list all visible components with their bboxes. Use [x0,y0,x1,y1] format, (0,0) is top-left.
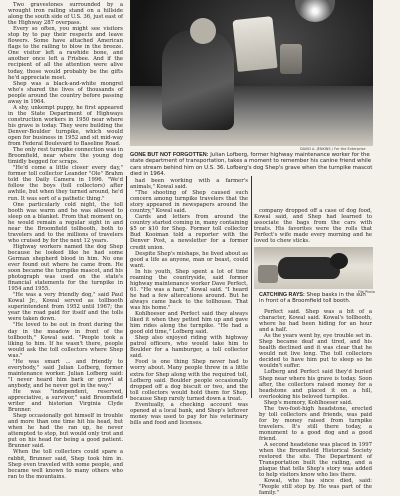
paragraph: He was "independent, reserved, appreciative, a survivor," said Broomfield writer and historian Virginia Clyde Brunner. [8,389,123,414]
photo-credit: DAVID A. JENKINS / For the Enterprise [300,147,366,151]
caption-head: CATCHING RAYS: [259,292,305,298]
paragraph: Shep was a black-and-white mongrel who's shared the lives of thousands of people around the country before passing away in 1964. [8,80,123,105]
paragraph: "He was smart ... and friendly to everybody," said Julian Lofberg, former maintenance worker. Julian Lofberg said: "I never heard him bark or growl at anybody, and he never got in the way." [8,358,123,389]
paragraph: Shep also enjoyed riding with highway patrol officers, who would take him to Boulder for a hamburger, a toll collector said. [130,335,248,360]
paragraph: Highway workers named the dog Shep because he looked like he had some German shepherd blood in him. No one ever found out where he came from. He soon became the turnpike mascot, and his photograph was used on the state's financial statements for the turnpike in 1954 and 1955. [8,243,123,293]
photo-gravestone-visitor [130,0,373,146]
article-middle-column [130,178,248,426]
photo-toll-booth-base [258,265,278,283]
paragraph: As the years went by, eye trouble set in. Shep became deaf and tired, and his health declined and it was clear that he would not live long. The toll collectors decided to have him put to sleep so he wouldn't suffer. [259,333,372,370]
paragraph: "He loved to be out in front during the day in the meadow in front of the tollbooth," Kowal said. "People took a liking to him. If he wasn't there, people would ask the toll collectors where Shep was." [8,322,123,359]
article-right-column-top [254,208,372,244]
photo-dog-head [330,253,348,269]
paragraph: Food is one thing Shep never had to worry about. Many people threw in a little extra for Shep along with the required toll, Lofberg said. Boulder people occasionally dropped off a dog biscuit or two, and the toll collectors would hold them for Shep, because Shep rarely turned down a treat. [130,359,248,402]
photo-credit: File Photo [358,290,375,294]
paragraph: Lofberg and Perfect said they'd buried Shep near where his grave is today. Soon after, the collectors raised money for a headstone and placed it on a hill, overlooking his beloved turnpike. [259,369,372,400]
photo-caption [259,292,372,304]
paragraph: In his youth, Shep spent a lot of time roaming the countryside, said former highway maintenance worker Dave Perfect, 61. "He was a ham," Kowal said. "I heard he had a few altercations around. But he always came back to the tollhouse. That was his home." [130,268,248,311]
paragraph: Despite Shep's mishaps, he lived about as good a life as anyone, man or beast, could want. [130,250,248,269]
paragraph: A second headstone was placed in 1997 when the Broomfield Historical Society restored the site. The Department of Transportation built the railing, and a plaque that tells Shep's story was added to help visitors know who lies there. [259,442,372,479]
photo-gravestone-small [280,44,302,74]
paragraph: One particularly cold night, the toll booth was warm and he was allowed to sleep on a blanket. From that moment on, he would remain a regular sight in and near the Broomfield tollbooth, both to travelers and to the millions of travelers who cruised by for the next 12 years. [8,201,123,244]
paragraph: The only rest turnpike connection was in Broomfield, near where the young dog timidly begged for scraps. [8,147,123,166]
photo-gravestone [232,16,277,72]
caption-body: Julian Lofberg, former highway maintenance worker for the state department of transportation, takes a moment to remember his canine friend while cars stream behind him on U.S. 36. Lofberg's dog Shep's grave when the turnpike mascot died in 1964. [130,152,373,178]
article-left-column [8,2,124,480]
paragraph: company dropped off a case of dog food, Kowal said, and Shep had learned to associate the bags from the cars with treats. His favorites were the rolls that Perfect's wife made every morning and he loved to chew sticks. [254,208,372,245]
paragraph: Cards and letters from around the country started coming in, many containing $5 or $10 for Shep. Former toll collector Bud Kooiman told a reporter with the Denver Post, a newsletter for a former credit union. [130,214,248,251]
caption-head: GONE BUT NOT FORGOTTEN: [130,152,209,158]
paragraph: "He was a very friendly dog," said Paul Kowal Jr., Kowal served as tollbooth superintendent from 1952 until 1967; the year the road paid for itself and the tolls were taken down. [8,292,123,323]
paragraph: A shy, unkempt puppy, he first appeared in the State Department of Highways construction workers in 1950 near where his grave is today. They were building the Denver-Boulder turnpike, which would open for business in 1952 and sit mid-way from Federal Boulevard to Baseline Road. [8,104,123,148]
paragraph: The two-foot-high headstone, erected by toll collectors and friends, was paid for by money raised from turnpike travelers. It's still there today, a monument to a good dog and a good friend. [259,405,372,442]
paragraph: Two gravestones surrounded by a wrought iron railing stand on a hillside along the south side of U.S. 36, just east of the Highway 287 overpass. [8,2,124,27]
paragraph: Kohlhoeser and Perfect said they always liked it when they petted him up and gave him rides along the turnpike. "He had a good old time," Lofberg said. [130,311,248,336]
photo-caption [130,152,373,178]
paragraph: had been working with a farmer's animals," Kowal said. [130,178,248,191]
photo-person [162,30,234,130]
photo-person-head [190,18,216,44]
paragraph: Shep's memory, Kohlhoeser said. [264,399,353,406]
paragraph: "The shooting of Shep caused such concern among turnpike travelers that the story appeared in newspapers around the country," Kowal said. [130,190,248,215]
photo-dog [254,247,373,289]
paragraph: Kowal, who has since died, said: "People still stop by. He was part of the family." [259,478,372,496]
article-right-column [259,309,372,496]
column-divider [251,176,252,398]
paragraph: When the toll collectors could spare a rabbit, Brunner said, Shep took him in. Shep even traveled with some people, and became well known to many others who ran to the mountains. [8,449,123,480]
paragraph: Every so often, you might see visitors stop by to pay their respects and leave flowers. Some have attached American flags to the railing to blow in the breeze. One visitor left a rawhide bone, and another once left a Frisbee. And if the recipient of all the attention were alive today, those would probably be the gifts he'd appreciate most. [8,26,123,81]
paragraph: Shep occasionally got himself in trouble and more than one time hit his head, but when he had the ran up, he never attempted to stop, but would only trot and put on his head for being a good patient. Brunner said. [8,413,123,450]
photo-light [295,0,335,22]
paragraph: "He'd come a little closer every day," former toll collector Leander "Ole" Brahm told the Daily Camera in 1996. "We'd follow the boys (toll collectors) after awhile, but when they turned around, he'd run. It was sort of a pathetic thing." [8,165,123,202]
column-divider [126,176,127,398]
paragraph: Eventually, a checking account was opened at a local bank, and Shep's leftover money was used to pay for his veterinary bills and food and licenses. [130,401,248,426]
paragraph: Perfect said. Shep was a bit of a character, Kowal said. Kowal's tollbooth, where he had been hiding for an hour and a half. [259,309,372,334]
caption-body: Shep basks in the sun in front of a Broomfield toll booth. [259,292,366,305]
